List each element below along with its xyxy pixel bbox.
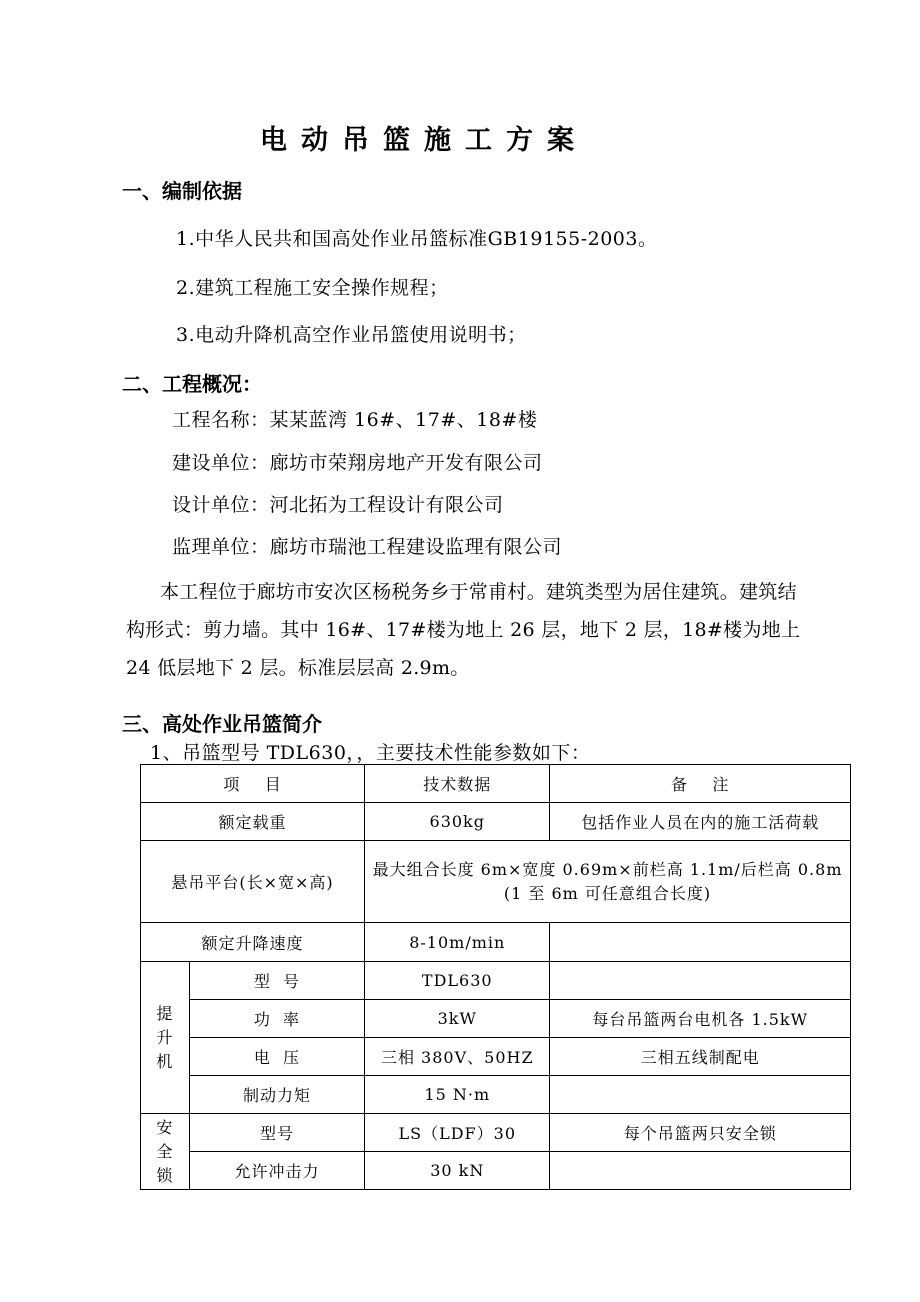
table-row: [141, 1152, 851, 1190]
lock-impact-note: [550, 1152, 851, 1190]
row-speed-note: [550, 923, 851, 962]
lock-model-note: 每个吊篮两只安全锁: [550, 1114, 851, 1152]
hoist-torque-note: [550, 1076, 851, 1114]
hoist-power-data: 3kW: [365, 1000, 550, 1038]
basis-item-1: 1.中华人民共和国高处作业吊篮标准GB19155-2003。: [176, 228, 658, 250]
project-name-line: 工程名称：某某蓝湾 16#、17#、18#楼: [172, 409, 538, 431]
gondola-intro: 1、吊篮型号 TDL630，，主要技术性能参数如下：: [150, 742, 591, 764]
table-row: [141, 1114, 851, 1152]
lock-group-label: 安 全 锁: [141, 1114, 190, 1190]
row-load-item: 额定载重: [141, 803, 365, 841]
hoist-model-item: 型 号: [189, 962, 364, 1000]
hoist-model-note: [550, 962, 851, 1000]
spec-table: [140, 764, 851, 1190]
section-heading-basis: 一、编制依据: [122, 179, 242, 203]
row-speed-data: 8-10m/min: [365, 923, 550, 962]
row-load-note: 包括作业人员在内的施工活荷载: [550, 803, 851, 841]
row-platform-data: [365, 841, 851, 923]
supervisor-line: 监理单位：廊坊市瑞池工程建设监理有限公司: [172, 536, 563, 558]
section-heading-gondola: 三、高处作业吊篮简介: [122, 712, 322, 736]
row-load-data: 630kg: [365, 803, 550, 841]
row-speed-item: 额定升降速度: [141, 923, 365, 962]
hoist-model-data: TDL630: [365, 962, 550, 1000]
hoist-voltage-note: 三相五线制配电: [550, 1038, 851, 1076]
table-row: [141, 923, 851, 962]
table-row: [141, 1038, 851, 1076]
table-header-row: [141, 765, 851, 803]
basis-item-2: 2.建筑工程施工安全操作规程；: [176, 277, 449, 299]
table-row: [141, 803, 851, 841]
hoist-power-item: 功 率: [189, 1000, 364, 1038]
lock-model-item: 型号: [189, 1114, 364, 1152]
header-note: 备 注: [550, 765, 851, 803]
page-title: 电动吊篮施工方案: [260, 125, 588, 156]
hoist-group-label: 提 升 机: [141, 962, 190, 1114]
header-data: 技术数据: [365, 765, 550, 803]
lock-impact-data: 30 kN: [365, 1152, 550, 1190]
project-description: 本工程位于廊坊市安次区杨税务乡于常甫村。建筑类型为居住建筑。建筑结构形式：剪力墙。其中 16#、17#楼为地上 26 层，地下 2 层，18#楼为地上 24 低层地下 2 层。标准层层高 2.9m。: [126, 581, 801, 679]
hoist-torque-data: 15 N·m: [365, 1076, 550, 1114]
platform-data-line1: 最大组合长度 6m×宽度 0.69m×前栏高 1.1m/后栏高 0.8m: [372, 859, 843, 879]
lock-impact-item: 允许冲击力: [189, 1152, 364, 1190]
section-heading-overview: 二、工程概况：: [122, 372, 262, 396]
hoist-voltage-item: 电 压: [189, 1038, 364, 1076]
lock-model-data: LS（LDF）30: [365, 1114, 550, 1152]
table-row: [141, 962, 851, 1000]
hoist-voltage-data: 三相 380V、50HZ: [365, 1038, 550, 1076]
table-row: [141, 841, 851, 923]
header-item: 项 目: [141, 765, 365, 803]
hoist-torque-item: 制动力矩: [189, 1076, 364, 1114]
platform-data-line2: (1 至 6m 可任意组合长度): [503, 883, 712, 903]
row-platform-item: 悬吊平台(长×宽×高): [141, 841, 365, 923]
table-row: [141, 1000, 851, 1038]
table-row: [141, 1076, 851, 1114]
designer-line: 设计单位：河北拓为工程设计有限公司: [172, 494, 504, 516]
hoist-power-note: 每台吊篮两台电机各 1.5kW: [550, 1000, 851, 1038]
developer-line: 建设单位：廊坊市荣翔房地产开发有限公司: [172, 452, 543, 474]
basis-item-3: 3.电动升降机高空作业吊篮使用说明书；: [176, 324, 527, 346]
